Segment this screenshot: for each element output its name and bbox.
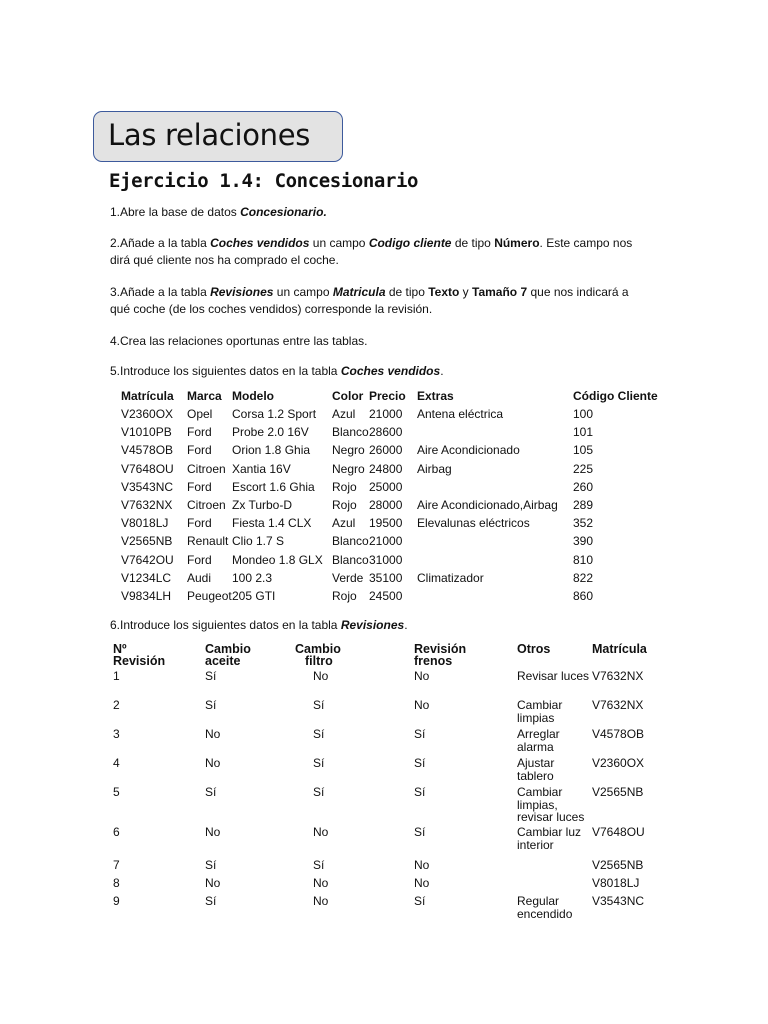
table-cell: 822 xyxy=(573,570,594,585)
table-cell: Orion 1.8 Ghia xyxy=(232,443,311,458)
table-cell: 100 2.3 xyxy=(232,570,273,585)
cars-header-cell: Código Cliente xyxy=(573,389,658,403)
table-cell: V4578OB xyxy=(121,443,174,458)
table-cell: 390 xyxy=(573,534,594,549)
table-row xyxy=(121,480,673,498)
table-cell: 3 xyxy=(113,727,120,741)
table-cell: Fiesta 1.4 CLX xyxy=(232,516,312,531)
table-cell: Regular encendido xyxy=(517,894,573,921)
table-cell: V3543NC xyxy=(121,479,174,494)
revisiones-table xyxy=(113,643,672,925)
table-cell: Clio 1.7 S xyxy=(232,534,285,549)
table-cell: V8018LJ xyxy=(121,516,169,531)
step-3-field: Matricula xyxy=(332,285,386,299)
table-cell: V2565NB xyxy=(592,785,644,799)
table-cell: V2360OX xyxy=(121,407,174,421)
table-cell: Sí xyxy=(205,669,217,683)
table-cell: No xyxy=(205,727,221,741)
table-cell: Ford xyxy=(187,479,212,494)
table-cell: V7642OU xyxy=(121,552,174,567)
table-cell: V1234LC xyxy=(121,570,172,585)
table-cell: 26000 xyxy=(369,443,403,458)
table-row xyxy=(121,498,673,516)
table-cell: V7632NX xyxy=(592,669,644,683)
exercise-title: Ejercicio 1.4: Concesionario xyxy=(109,170,419,192)
table-cell: 9 xyxy=(113,894,120,908)
table-cell: Blanco xyxy=(332,425,369,440)
table-cell: V7648OU xyxy=(121,461,174,476)
coches-vendidos-table xyxy=(121,389,673,607)
table-cell: Sí xyxy=(205,858,217,872)
table-row xyxy=(121,407,673,425)
step-3 xyxy=(110,284,650,318)
cars-header-cell: Precio xyxy=(369,389,406,403)
table-cell: 860 xyxy=(573,588,594,603)
table-cell: No xyxy=(414,669,430,683)
table-cell: V7648OU xyxy=(592,825,645,839)
revisions-header-cell xyxy=(414,643,517,670)
table-cell: Verde xyxy=(332,570,364,585)
header-line: Revisión xyxy=(113,654,166,668)
table-row xyxy=(113,826,672,859)
step-6 xyxy=(110,617,650,634)
table-cell: 100 xyxy=(573,407,594,421)
table-cell: Climatizador xyxy=(417,570,484,585)
table-cell xyxy=(417,425,573,443)
table-cell xyxy=(517,859,592,877)
table-cell: Opel xyxy=(187,407,213,421)
revisions-header-cell xyxy=(592,643,672,670)
table-cell: Rojo xyxy=(332,588,357,603)
table-cell: No xyxy=(414,876,430,890)
step-4 xyxy=(110,333,650,350)
table-cell: Ajustar tablero xyxy=(517,756,555,783)
table-row xyxy=(113,895,672,925)
step-6-text-c: . xyxy=(404,618,408,632)
table-cell: Sí xyxy=(414,894,426,908)
table-cell: Airbag xyxy=(417,461,452,476)
table-cell: 28600 xyxy=(369,425,403,440)
table-row xyxy=(121,571,673,589)
step-3-text-e: de tipo xyxy=(385,285,429,299)
table-cell: V2565NB xyxy=(592,858,644,872)
header-line: Cambio xyxy=(205,642,251,656)
table-cell: 6 xyxy=(113,825,120,839)
table-cell: 101 xyxy=(573,425,594,440)
table-cell: Rojo xyxy=(332,497,357,512)
table-cell: Rojo xyxy=(332,479,357,494)
step-5-text-c: . xyxy=(440,364,444,378)
header-line: Cambio xyxy=(295,642,341,656)
table-cell: Cambiar limpias, revisar luces xyxy=(517,785,585,824)
table-cell: Azul xyxy=(332,516,356,531)
table-cell: Sí xyxy=(313,756,325,770)
step-3-text-c: un campo xyxy=(273,285,333,299)
table-row xyxy=(121,443,673,461)
table-cell: No xyxy=(414,858,430,872)
table-cell: V2565NB xyxy=(121,534,173,549)
table-cell: 21000 xyxy=(369,534,403,549)
table-row xyxy=(113,786,672,826)
table-row xyxy=(121,462,673,480)
cars-header-cell: Extras xyxy=(417,389,454,403)
table-cell: V3543NC xyxy=(592,894,645,908)
table-row xyxy=(121,534,673,552)
step-1-text: 1.Abre la base de datos xyxy=(110,205,241,219)
step-3-table: Revisiones xyxy=(210,285,274,299)
table-row xyxy=(113,877,672,895)
table-cell: 35100 xyxy=(369,570,403,585)
table-cell: V2360OX xyxy=(592,756,645,770)
table-row xyxy=(113,699,672,728)
table-cell: Sí xyxy=(313,858,325,872)
table-cell: 4 xyxy=(113,756,120,770)
table-cell: Azul xyxy=(332,407,356,421)
table-cell: Sí xyxy=(205,698,217,712)
step-3-size: Tamaño 7 xyxy=(472,285,528,299)
table-cell: Sí xyxy=(205,785,217,799)
revisions-header-cell xyxy=(113,643,205,670)
table-cell: 19500 xyxy=(369,516,403,531)
table-cell: Ford xyxy=(187,516,212,531)
step-2-field: Codigo cliente xyxy=(368,236,452,250)
revisions-header-cell xyxy=(517,643,592,670)
table-cell: 225 xyxy=(573,461,594,476)
table-row xyxy=(113,728,672,757)
table-cell: Audi xyxy=(187,570,212,585)
table-cell: 105 xyxy=(573,443,594,458)
step-5-text-a: 5.Introduce los siguientes datos en la tabla xyxy=(110,364,341,378)
step-3-type: Texto xyxy=(428,285,460,299)
table-cell: Revisar luces xyxy=(517,669,590,683)
table-cell: 810 xyxy=(573,552,594,567)
table-cell: 8 xyxy=(113,876,120,890)
table-cell: No xyxy=(313,894,329,908)
table-cell: Citroen xyxy=(187,461,226,476)
step-2-text-c: un campo xyxy=(309,236,369,250)
step-4-text: 4.Crea las relaciones oportunas entre las tablas. xyxy=(110,334,368,348)
table-cell: 28000 xyxy=(369,497,403,512)
table-row xyxy=(113,859,672,877)
table-cell: Antena eléctrica xyxy=(417,407,504,421)
step-5 xyxy=(110,363,650,380)
header-line: frenos xyxy=(414,654,453,668)
table-cell: Renault xyxy=(187,534,229,549)
table-row xyxy=(113,670,672,699)
table-cell: 21000 xyxy=(369,407,403,421)
table-cell: V7632NX xyxy=(592,698,644,712)
table-cell xyxy=(417,534,573,552)
table-cell: Corsa 1.2 Sport xyxy=(232,407,317,421)
step-2-text-a: 2.Añade a la tabla xyxy=(110,236,211,250)
table-cell: Sí xyxy=(313,785,325,799)
table-cell: 24800 xyxy=(369,461,403,476)
table-cell: 5 xyxy=(113,785,120,799)
cars-header-cell: Modelo xyxy=(232,389,274,403)
step-1-db-name: Concesionario. xyxy=(240,205,327,219)
table-cell: Cambiar limpias xyxy=(517,698,563,725)
table-cell: Cambiar luz interior xyxy=(517,825,582,852)
table-cell: 205 GTI xyxy=(232,588,276,603)
table-cell: Arreglar alarma xyxy=(517,727,560,754)
table-cell: V9834LH xyxy=(121,588,172,603)
table-row xyxy=(121,425,673,443)
table-row xyxy=(121,516,673,534)
header-line: filtro xyxy=(305,654,333,668)
table-cell: 24500 xyxy=(369,588,403,603)
table-cell: Blanco xyxy=(332,552,369,567)
table-cell: Zx Turbo-D xyxy=(232,497,293,512)
table-cell: No xyxy=(313,669,329,683)
cars-header-cell: Marca xyxy=(187,389,222,403)
table-cell: Sí xyxy=(414,825,426,839)
step-6-text-a: 6.Introduce los siguientes datos en la tabla xyxy=(110,618,341,632)
step-2-type: Número xyxy=(494,236,540,250)
table-cell: Sí xyxy=(414,727,426,741)
cars-header-cell: Matrícula xyxy=(121,389,174,403)
table-cell: Ford xyxy=(187,425,212,440)
table-cell: Sí xyxy=(313,698,325,712)
table-cell: 1 xyxy=(113,669,120,683)
table-cell: Ford xyxy=(187,552,212,567)
table-cell: V7632NX xyxy=(121,497,173,512)
table-cell: V4578OB xyxy=(592,727,645,741)
step-1 xyxy=(110,204,650,221)
table-cell: No xyxy=(205,876,221,890)
table-cell: Probe 2.0 16V xyxy=(232,425,309,440)
header-line: aceite xyxy=(205,654,241,668)
table-cell: Aire Acondicionado,Airbag xyxy=(417,497,558,512)
step-6-table: Revisiones xyxy=(340,618,405,632)
table-cell: No xyxy=(414,698,430,712)
table-cell: Negro xyxy=(332,443,365,458)
table-cell: Aire Acondicionado xyxy=(417,443,520,458)
table-cell xyxy=(517,877,592,895)
table-row xyxy=(121,553,673,571)
page-title: Las relaciones xyxy=(108,118,311,152)
table-cell: Mondeo 1.8 GLX xyxy=(232,552,323,567)
step-2-text-g: . Este campo nos dirá qué cliente nos ha comprado el coche. xyxy=(110,236,633,267)
table-cell: 2 xyxy=(113,698,120,712)
header-line: Matrícula xyxy=(592,642,647,656)
table-cell: Negro xyxy=(332,461,365,476)
title-box xyxy=(93,111,343,162)
table-cell: Sí xyxy=(205,894,217,908)
table-cell: Elevalunas eléctricos xyxy=(417,516,530,531)
step-2 xyxy=(110,235,650,269)
table-cell xyxy=(417,589,573,607)
table-cell: 260 xyxy=(573,479,594,494)
table-cell: Blanco xyxy=(332,534,369,549)
step-3-text-a: 3.Añade a la tabla xyxy=(110,285,211,299)
step-2-text-e: de tipo xyxy=(451,236,495,250)
table-cell: No xyxy=(313,876,329,890)
table-cell: 25000 xyxy=(369,479,403,494)
table-cell: 7 xyxy=(113,858,120,872)
step-3-text-i: que nos indicará a qué coche (de los coches vendidos) corresponde la revisión. xyxy=(110,285,629,316)
table-cell: Ford xyxy=(187,443,212,458)
table-cell: Sí xyxy=(313,727,325,741)
table-cell: Sí xyxy=(414,756,426,770)
table-cell xyxy=(417,480,573,498)
header-line: Otros xyxy=(517,642,551,656)
table-cell: 289 xyxy=(573,497,594,512)
table-cell: V1010PB xyxy=(121,425,172,440)
revisions-header-cell xyxy=(295,643,414,670)
step-5-table: Coches vendidos xyxy=(340,364,441,378)
cars-header-cell: Color xyxy=(332,389,364,403)
revisions-header-cell xyxy=(205,643,295,670)
table-cell: Peugeot xyxy=(187,588,232,603)
table-cell: Sí xyxy=(414,785,426,799)
table-cell: Citroen xyxy=(187,497,226,512)
step-2-table: Coches vendidos xyxy=(210,236,310,250)
header-line: Revisión xyxy=(414,642,467,656)
table-cell xyxy=(417,553,573,571)
table-cell: Xantia 16V xyxy=(232,461,291,476)
table-cell: No xyxy=(205,825,221,839)
table-cell: V8018LJ xyxy=(592,876,640,890)
table-row xyxy=(121,589,673,607)
table-cell: No xyxy=(313,825,329,839)
table-cell: 352 xyxy=(573,516,594,531)
table-cell: 31000 xyxy=(369,552,403,567)
table-row xyxy=(113,757,672,786)
step-3-text-g: y xyxy=(459,285,473,299)
table-cell: Escort 1.6 Ghia xyxy=(232,479,315,494)
header-line: Nº xyxy=(113,642,127,656)
table-cell: No xyxy=(205,756,221,770)
